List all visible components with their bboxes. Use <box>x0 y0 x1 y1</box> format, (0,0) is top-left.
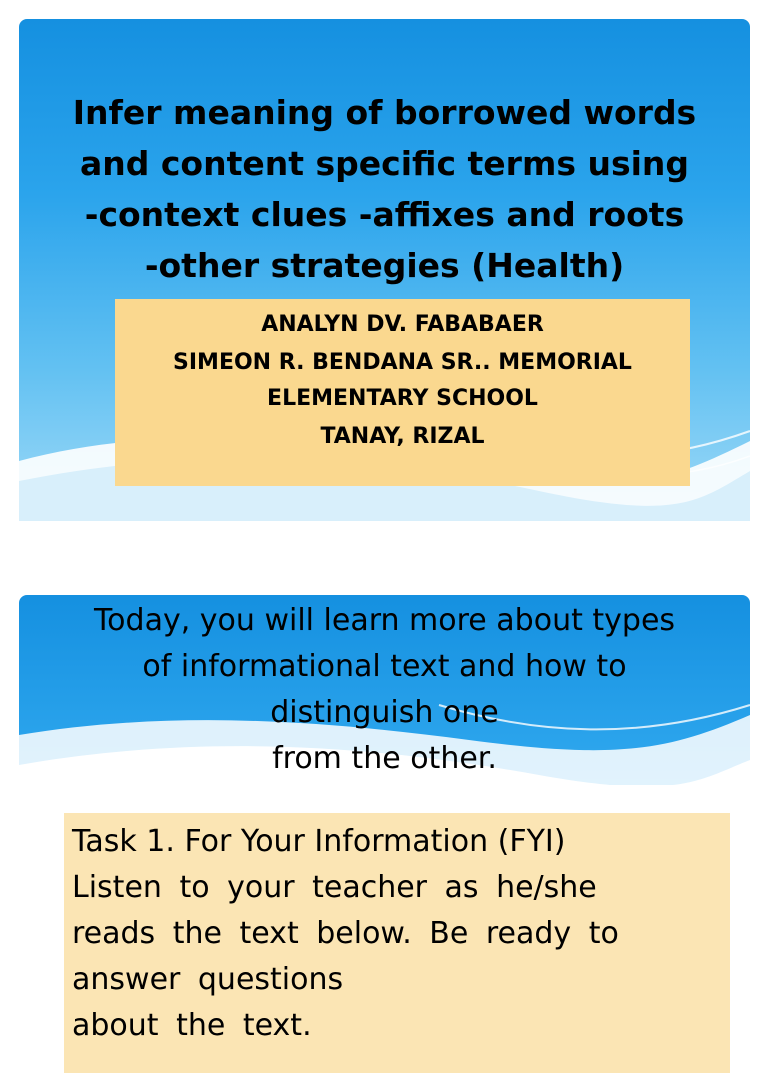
town-name: TANAY, RIZAL <box>320 424 485 449</box>
task-title: Task 1. For Your Information (FYI) <box>72 824 566 859</box>
author-name: ANALYN DV. FABABAER <box>261 312 544 337</box>
slide-title: Infer meaning of borrowed words and content specific terms using -context clues -affixes and roots -other strategies (Health) <box>72 93 697 285</box>
title-slide <box>19 19 750 521</box>
lesson-intro-text: Today, you will learn more about types of informational text and how to distinguish one from the other. <box>93 603 676 776</box>
task-box <box>64 813 730 1073</box>
school-name: SIMEON R. BENDANA SR.. MEMORIAL ELEMENTARY SCHOOL <box>173 350 632 411</box>
lesson-slide <box>19 595 750 1043</box>
task-instructions: Listen to your teacher as he/she reads the text below. Be ready to answer questions about the text. <box>72 870 619 1043</box>
author-info-box <box>115 299 690 486</box>
